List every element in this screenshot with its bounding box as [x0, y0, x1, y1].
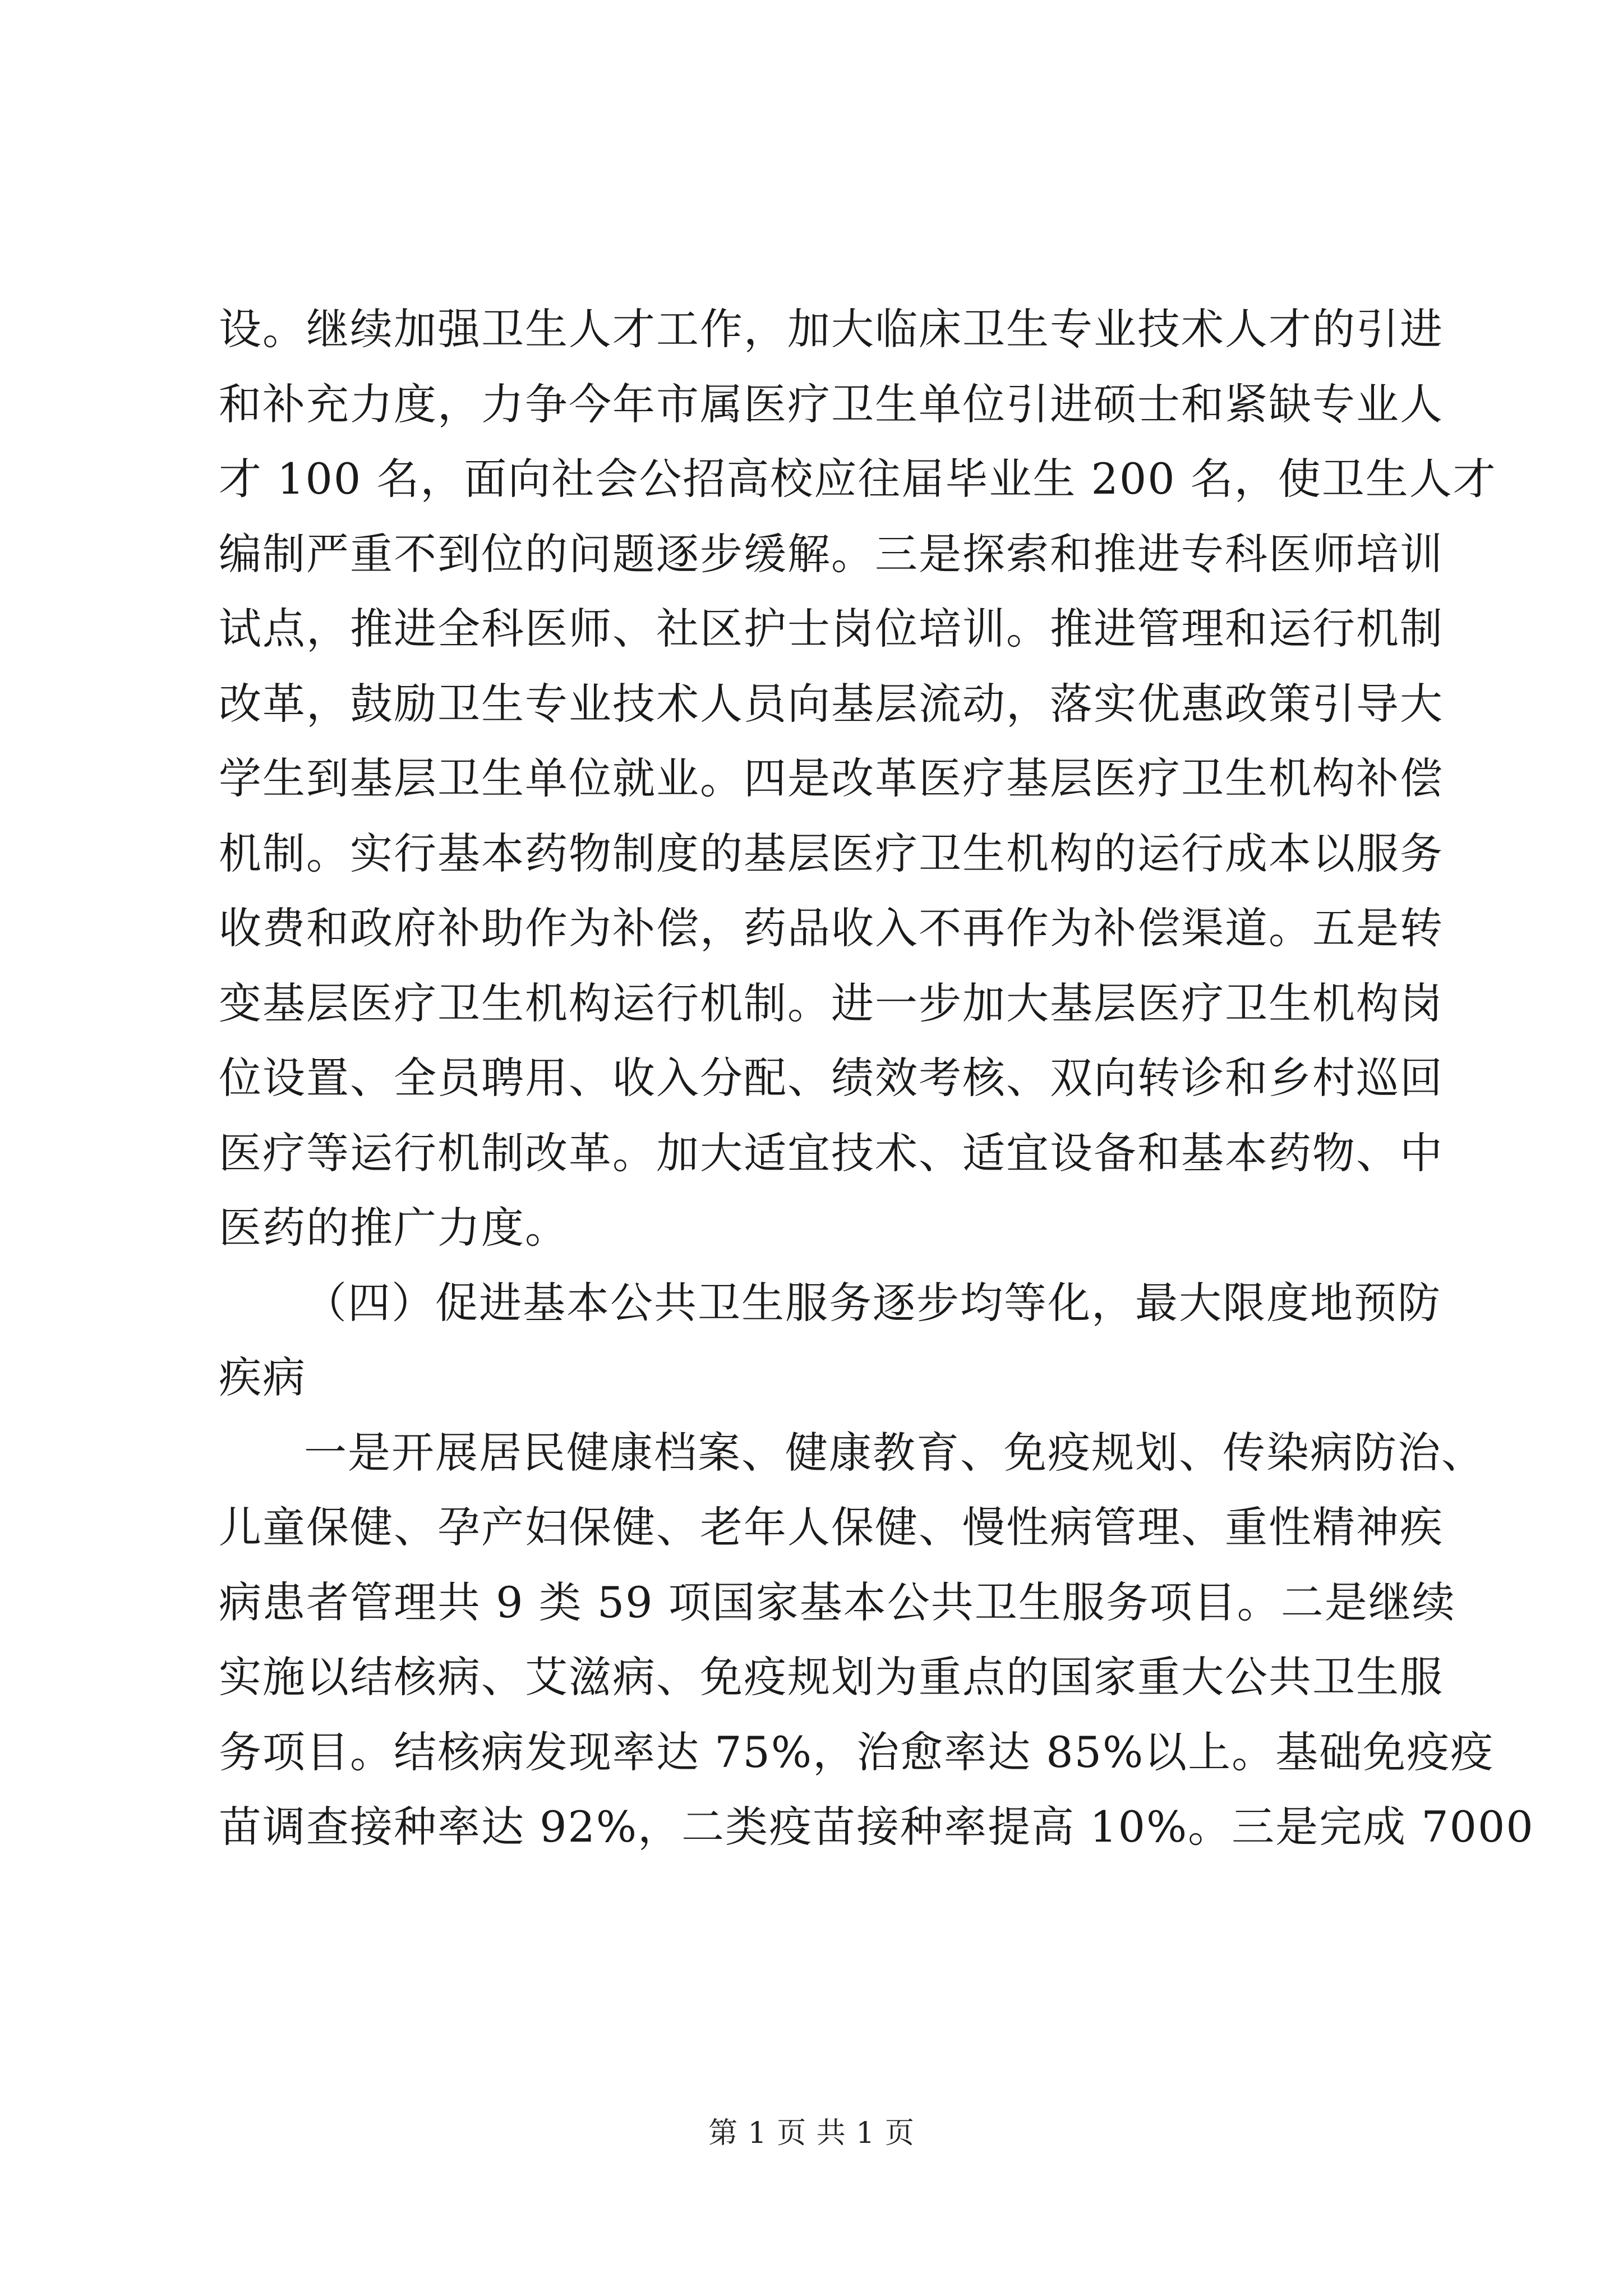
text-line: 学生到基层卫生单位就业。四是改革医疗基层医疗卫生机构补偿	[219, 753, 1444, 803]
text-line: 医药的推广力度。	[219, 1203, 569, 1253]
text-line: 和补充力度，力争今年市属医疗卫生单位引进硕士和紧缺专业人	[219, 379, 1444, 429]
text-line: 收费和政府补助作为补偿，药品收入不再作为补偿渠道。五是转	[219, 903, 1444, 953]
text-line: 病患者管理共 9 类 59 项国家基本公共卫生服务项目。二是继续	[219, 1577, 1456, 1627]
text-line: 务项目。结核病发现率达 75%，治愈率达 85%以上。基础免疫疫	[219, 1727, 1495, 1777]
page-footer: 第 1 页 共 1 页	[708, 2116, 915, 2150]
text-line: 设。继续加强卫生人才工作，加大临床卫生专业技术人才的引进	[219, 304, 1444, 354]
section-heading: （四）促进基本公共卫生服务逐步均等化，最大限度地预防	[304, 1277, 1441, 1328]
text-line: 一是开展居民健康档案、健康教育、免疫规划、传染病防治、	[304, 1427, 1485, 1478]
text-line: 改革，鼓励卫生专业技术人员向基层流动，落实优惠政策引导大	[219, 678, 1444, 729]
text-line: 才 100 名，面向社会公招高校应往届毕业生 200 名，使卫生人才	[219, 454, 1497, 504]
text-line: 医疗等运行机制改革。加大适宜技术、适宜设备和基本药物、中	[219, 1128, 1444, 1178]
text-line: 编制严重不到位的问题逐步缓解。三是探索和推进专科医师培训	[219, 528, 1444, 579]
section-heading-continued: 疾病	[219, 1352, 306, 1402]
text-line: 儿童保健、孕产妇保健、老年人保健、慢性病管理、重性精神疾	[219, 1502, 1444, 1552]
text-line: 机制。实行基本药物制度的基层医疗卫生机构的运行成本以服务	[219, 828, 1444, 878]
body-text	[219, 292, 1534, 1865]
text-line: 苗调查接种率达 92%，二类疫苗接种率提高 10%。三是完成 7000	[219, 1802, 1534, 1852]
text-line: 试点，推进全科医师、社区护士岗位培训。推进管理和运行机制	[219, 604, 1444, 654]
text-line: 变基层医疗卫生机构运行机制。进一步加大基层医疗卫生机构岗	[219, 978, 1444, 1028]
text-line: 实施以结核病、艾滋病、免疫规划为重点的国家重大公共卫生服	[219, 1652, 1444, 1702]
text-line: 位设置、全员聘用、收入分配、绩效考核、双向转诊和乡村巡回	[219, 1053, 1444, 1103]
